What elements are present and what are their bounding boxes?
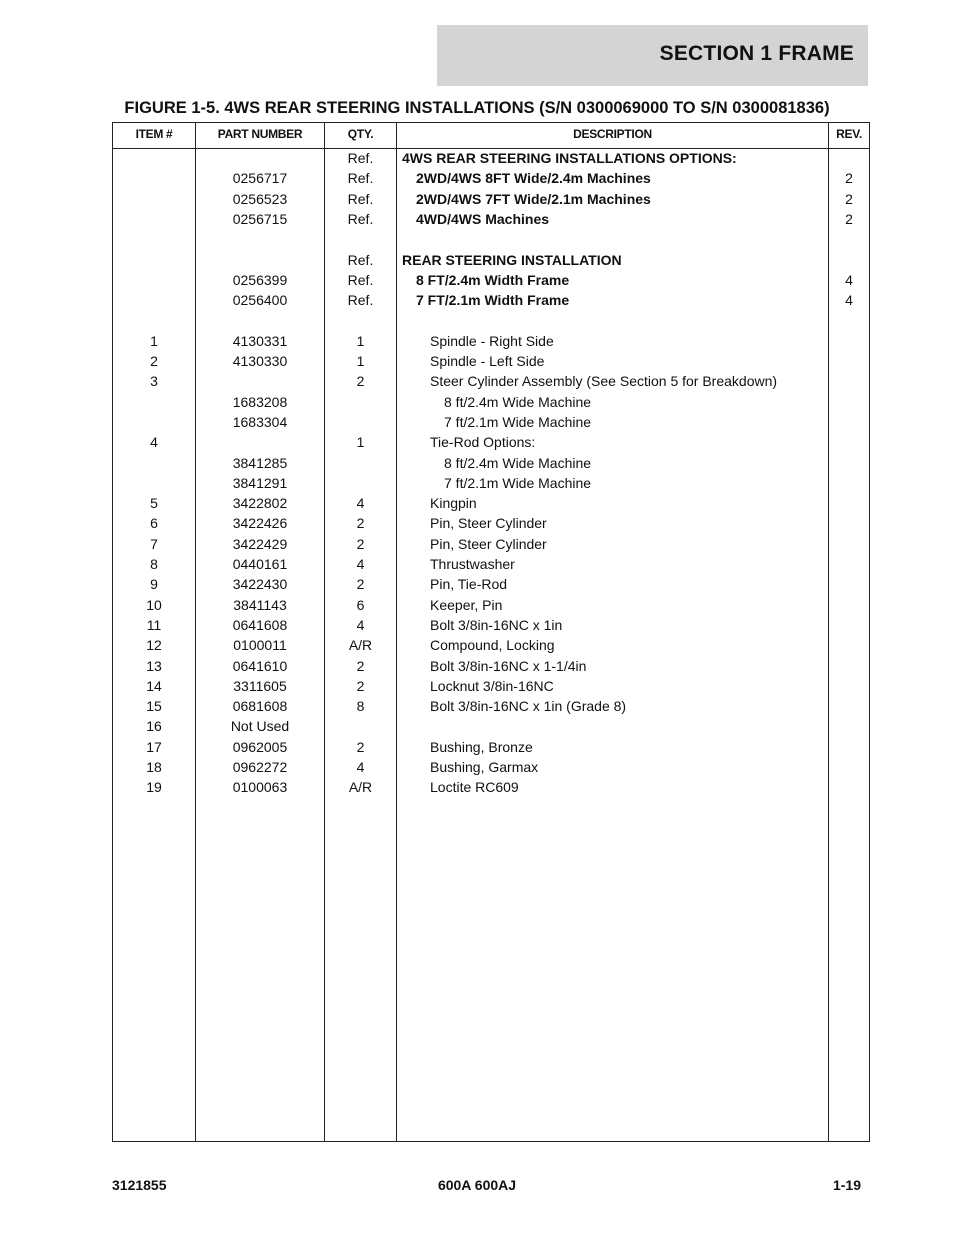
table-row [113,716,869,736]
quantity: Ref. [347,210,374,227]
table-row [113,453,869,473]
quantity: Ref. [347,170,374,187]
description: 4WS REAR STEERING INSTALLATIONS OPTIONS: [402,150,737,166]
part-number: 4130331 [232,332,288,349]
quantity: 2 [356,576,365,593]
part-number: 0256523 [232,190,288,207]
description: Loctite RC609 [430,779,519,796]
item-number: 4 [150,434,158,451]
description: REAR STEERING INSTALLATION [402,251,622,268]
item-number: 10 [146,596,162,613]
item-number: 5 [150,495,158,512]
part-number: 3841143 [233,596,287,613]
description: 7 FT/2.1m Width Frame [416,292,570,309]
part-number: 0256400 [232,292,288,309]
part-number: 3422430 [232,576,288,593]
revision: 4 [845,292,853,309]
table-row [113,229,869,249]
description: Steer Cylinder Assembly (See Section 5 for Breakdown) [430,373,778,390]
description: Bolt 3/8in-16NC x 1in [430,616,563,633]
quantity: Ref. [347,251,374,268]
description: 7 ft/2.1m Wide Machine [444,474,592,491]
table-row [113,148,869,168]
table-row [113,392,869,412]
item-number: 6 [150,515,158,532]
description: Compound, Locking [430,637,555,654]
description: 2WD/4WS 7FT Wide/2.1m Machines [416,190,651,207]
description: 8 FT/2.4m Width Frame [416,271,570,288]
description: Tie-Rod Options: [430,434,536,451]
item-number: 13 [146,657,162,674]
description: 8 ft/2.4m Wide Machine [444,393,592,410]
item-number: 14 [146,677,162,694]
part-number: 0440161 [232,556,288,572]
item-number: 15 [146,698,162,715]
table-row [113,574,869,594]
description: Spindle - Right Side [430,332,554,349]
quantity: Ref. [347,271,374,288]
quantity: 4 [356,616,365,633]
section-banner [437,25,868,86]
table-row [113,250,869,270]
item-number: 1 [150,332,158,349]
description: Bushing, Bronze [430,738,533,755]
description: Pin, Steer Cylinder [430,535,547,552]
table-row [113,777,869,797]
item-number: 12 [146,637,162,654]
item-number: 18 [146,759,162,775]
quantity: 8 [356,698,365,715]
footer-doc-number: 3121855 [112,1177,167,1193]
description: Kingpin [430,495,477,512]
description: Pin, Tie-Rod [430,576,508,593]
description: Bolt 3/8in-16NC x 1-1/4in [430,657,587,674]
footer-page-number: 1-19 [832,1177,861,1193]
table-row [113,168,869,188]
table-row [113,189,869,209]
table-row [113,676,869,696]
revision: 4 [845,271,853,288]
item-number: 16 [146,718,162,735]
part-number: 0256715 [232,210,288,227]
part-number: 0256399 [232,271,288,288]
table-row [113,534,869,554]
table-row [113,513,869,533]
header-rev: REV. [836,127,862,141]
header-part-number: PART NUMBER [217,127,303,141]
table-row [113,209,869,229]
quantity: Ref. [347,150,374,166]
description: Keeper, Pin [430,596,503,613]
table-row [113,595,869,615]
quantity: 2 [356,738,365,755]
quantity: 1 [356,332,365,349]
item-number: 2 [150,353,158,369]
description: Pin, Steer Cylinder [430,515,547,532]
part-number: 0681608 [232,698,288,715]
part-number: 0100011 [233,637,287,654]
part-number: 0100063 [232,779,288,796]
table-row [113,331,869,351]
header-item: ITEM # [135,127,173,141]
description: Bolt 3/8in-16NC x 1in (Grade 8) [430,698,627,715]
quantity: A/R [348,779,373,796]
table-row [113,351,869,371]
parts-table [112,122,870,1142]
quantity: Ref. [347,292,374,309]
quantity: A/R [348,637,373,654]
item-number: 8 [150,556,158,572]
header-description: DESCRIPTION [573,127,652,141]
part-number: 4130330 [232,353,288,369]
item-number: 9 [150,576,158,593]
quantity: 1 [356,353,365,369]
quantity: 2 [356,515,365,532]
description: 8 ft/2.4m Wide Machine [444,454,592,471]
header-qty: QTY. [347,127,374,141]
description: Thrustwasher [430,556,515,572]
table-row [113,290,869,310]
part-number: Not Used [230,718,290,735]
item-number: 7 [150,535,158,552]
part-number: 0962005 [232,738,288,755]
item-number: 3 [150,373,158,390]
revision: 2 [845,190,853,207]
quantity: 1 [356,434,365,451]
table-row [113,615,869,635]
quantity: 2 [356,657,365,674]
part-number: 3841291 [232,474,288,491]
table-row [113,635,869,655]
part-number: 3422426 [232,515,288,532]
table-row [113,696,869,716]
part-number: 0962272 [232,759,288,775]
item-number: 11 [146,616,162,633]
section-title: SECTION 1 FRAME [659,42,854,65]
revision: 2 [845,170,853,187]
table-row [113,432,869,452]
part-number: 0256717 [232,170,288,187]
quantity: 4 [356,556,365,572]
description: 4WD/4WS Machines [416,210,550,227]
part-number: 3841285 [232,454,288,471]
description: Spindle - Left Side [430,353,545,369]
part-number: 1683208 [232,393,288,410]
table-row [113,310,869,330]
table-row [113,473,869,493]
description: 2WD/4WS 8FT Wide/2.4m Machines [416,170,651,187]
table-row [113,412,869,432]
part-number: 3422802 [232,495,288,512]
quantity: 2 [356,373,365,390]
description: Locknut 3/8in-16NC [430,677,554,694]
table-row [113,493,869,513]
figure-title: FIGURE 1-5. 4WS REAR STEERING INSTALLATIONS (S/N 0300069000 TO S/N 0300081836) [124,99,830,117]
quantity: 4 [356,495,365,512]
quantity: 2 [356,677,365,694]
part-number: 0641610 [232,657,288,674]
table-row [113,554,869,574]
table-row [113,737,869,757]
item-number: 19 [146,779,162,796]
description: Bushing, Garmax [430,759,539,775]
footer-model: 600A 600AJ [437,1177,517,1193]
part-number: 0641608 [232,616,288,633]
quantity: 2 [356,535,365,552]
description: 7 ft/2.1m Wide Machine [444,413,592,430]
table-row [113,757,869,777]
table-row [113,371,869,391]
part-number: 3422429 [232,535,288,552]
revision: 2 [845,210,853,227]
quantity: 4 [356,759,365,775]
part-number: 1683304 [232,413,288,430]
part-number: 3311605 [233,677,287,694]
table-row [113,270,869,290]
quantity: 6 [356,596,365,613]
item-number: 17 [146,738,162,755]
quantity: Ref. [347,190,374,207]
table-row [113,656,869,676]
